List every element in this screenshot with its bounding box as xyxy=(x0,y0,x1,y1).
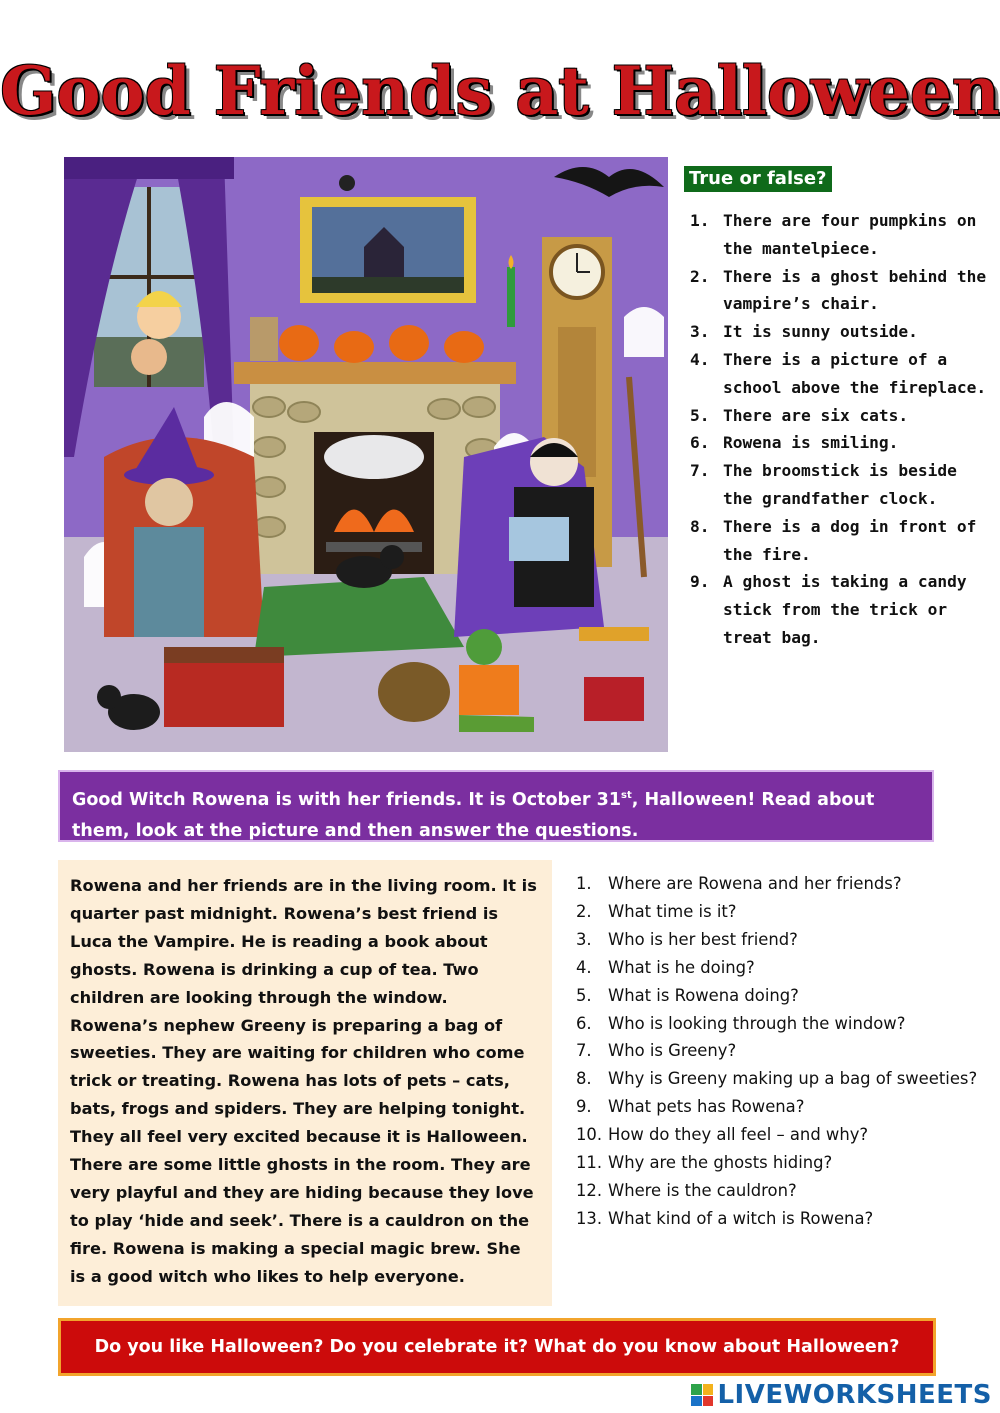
question-item: 11. Why are the ghosts hiding? xyxy=(576,1153,833,1173)
true-false-item: 1. There are four pumpkins on the mantelpiece. xyxy=(690,211,977,258)
true-false-item: 8. There is a dog in front of the fire. xyxy=(690,516,977,564)
true-false-item: 7. The broomstick is beside the grandfather clock. xyxy=(690,461,957,508)
halloween-scene-illustration xyxy=(64,157,668,752)
page-title: Good Friends at Halloween xyxy=(0,52,1000,130)
true-false-item: 4. There is a picture of a school above the fireplace. xyxy=(690,349,987,397)
true-false-list xyxy=(690,207,990,652)
question-item: 5. What is Rowena doing? xyxy=(576,985,799,1005)
question-item: 10. How do they all feel – and why? xyxy=(576,1125,869,1145)
question-item: 7. Who is Greeny? xyxy=(576,1041,737,1061)
questions-list xyxy=(576,870,986,1233)
true-false-heading: True or false? xyxy=(684,166,832,192)
liveworksheets-brand[interactable] xyxy=(691,1380,992,1410)
question-item: 6. Who is looking through the window? xyxy=(576,1013,906,1033)
true-false-item: 9. A ghost is taking a candy stick from the trick or treat bag. xyxy=(690,572,967,647)
question-item: 13. What kind of a witch is Rowena? xyxy=(576,1208,874,1228)
brand-name: LIVEWORKSHEETS xyxy=(717,1380,992,1410)
haunted-house-picture xyxy=(300,197,476,303)
intro-text-end: , Halloween! Read about them, look at the picture and then answer the questions. xyxy=(72,789,875,841)
intro-superscript: st xyxy=(621,790,632,801)
discussion-banner: Do you like Halloween? Do you celebrate it? What do you know about Halloween? xyxy=(58,1318,936,1376)
liveworksheets-logo-icon xyxy=(691,1384,713,1406)
true-false-item: 3. It is sunny outside. xyxy=(690,322,918,342)
true-false-item: 2. There is a ghost behind the vampire’s chair. xyxy=(690,266,987,314)
question-item: 3. Who is her best friend? xyxy=(576,929,798,949)
question-item: 4. What is he doing? xyxy=(576,957,755,977)
question-item: 2. What time is it? xyxy=(576,901,737,921)
true-false-item: 5. There are six cats. xyxy=(690,405,909,425)
question-item: 8. Why is Greeny making up a bag of sweeties? xyxy=(576,1069,978,1089)
question-item: 9. What pets has Rowena? xyxy=(576,1097,805,1117)
true-false-item: 6. Rowena is smiling. xyxy=(690,433,899,453)
question-item: 12. Where is the cauldron? xyxy=(576,1180,797,1200)
intro-text-start: Good Witch Rowena is with her friends. It is October 31 xyxy=(72,789,621,810)
intro-banner xyxy=(58,770,934,842)
question-item: 1. Where are Rowena and her friends? xyxy=(576,874,902,893)
story-text: Rowena and her friends are in the living room. It is quarter past midnight. Rowena’s best friend is Luca the Vampire. He is reading a book about ghosts. Rowena is drinking a cup of tea. Two children are looking through the window. Rowena’s nephew Greeny is preparing a bag of sweeties. They are waiting for children who come trick or treating. Rowena has lots of pets – cats, bats, frogs and spiders. They are helping tonight. They all feel very excited because it is Halloween. There are some little ghosts in the room. They are very playful and they are hiding because they love to play ‘hide and seek’. There is a cauldron on the fire. Rowena is making a special magic brew. She is a good witch who likes to help everyone. xyxy=(58,860,552,1306)
